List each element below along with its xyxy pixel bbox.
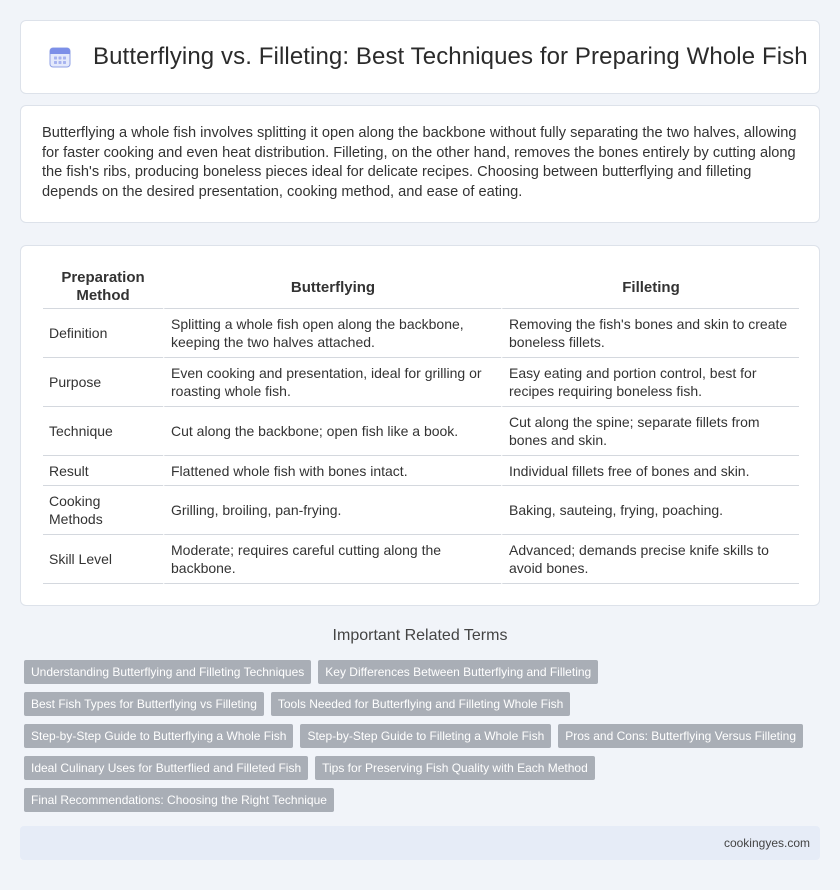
table-row [43, 456, 799, 486]
related-term-link[interactable]: Step-by-Step Guide to Filleting a Whole Fish [300, 724, 551, 748]
related-term-link[interactable]: Best Fish Types for Butterflying vs Filleting [24, 692, 264, 716]
intro-card [20, 105, 820, 223]
calendar-icon [47, 44, 73, 70]
related-term-link[interactable]: Understanding Butterflying and Filleting Techniques [24, 660, 311, 684]
butterflying-cell: Flattened whole fish with bones intact. [163, 456, 501, 486]
related-term-link[interactable]: Step-by-Step Guide to Butterflying a Whole Fish [24, 724, 293, 748]
related-term-link[interactable]: Ideal Culinary Uses for Butterflied and Filleted Fish [24, 756, 308, 780]
filleting-cell: Easy eating and portion control, best for recipes requiring boneless fish. [501, 358, 799, 407]
column-header-filleting: Filleting [501, 266, 799, 309]
related-term-link[interactable]: Pros and Cons: Butterflying Versus Filleting [558, 724, 803, 748]
row-label: Purpose [43, 358, 163, 407]
related-term-link[interactable]: Key Differences Between Butterflying and Filleting [318, 660, 598, 684]
filleting-cell: Cut along the spine; separate fillets from bones and skin. [501, 407, 799, 456]
related-terms-heading: Important Related Terms [332, 627, 508, 644]
table-row [43, 407, 799, 456]
row-label: Skill Level [43, 535, 163, 584]
row-label: Result [43, 456, 163, 486]
butterflying-cell: Cut along the backbone; open fish like a book. [163, 407, 501, 456]
butterflying-cell: Grilling, broiling, pan-frying. [163, 486, 501, 535]
table-row [43, 309, 799, 358]
comparison-card [20, 245, 820, 606]
site-name: cookingyes.com [723, 836, 810, 850]
row-label: Technique [43, 407, 163, 456]
related-term-link[interactable]: Tips for Preserving Fish Quality with Each Method [315, 756, 595, 780]
intro-paragraph: Butterflying a whole fish involves splitting it open along the backbone without fully separating the two halves, allowing for faster cooking and even heat distribution. Filleting, on the other hand, removes the bones entirely by cutting along the fish's ribs, producing boneless pieces ideal for delicate recipes. Choosing between butterflying and filleting depends on the desired presentation, cooking method, and ease of eating. [42, 125, 797, 200]
page-title: Butterflying vs. Filleting: Best Techniques for Preparing Whole Fish [93, 43, 808, 70]
page-header [20, 20, 820, 94]
related-term-link[interactable]: Final Recommendations: Choosing the Right Technique [24, 788, 334, 812]
filleting-cell: Advanced; demands precise knife skills to avoid bones. [501, 535, 799, 584]
filleting-cell: Baking, sauteing, frying, poaching. [501, 486, 799, 535]
related-term-link[interactable]: Tools Needed for Butterflying and Filleting Whole Fish [271, 692, 570, 716]
butterflying-cell: Even cooking and presentation, ideal for grilling or roasting whole fish. [163, 358, 501, 407]
table-row [43, 358, 799, 407]
comparison-table [43, 266, 799, 584]
butterflying-cell: Splitting a whole fish open along the backbone, keeping the two halves attached. [163, 309, 501, 358]
row-label: Cooking Methods [43, 486, 163, 535]
column-header-method: Preparation Method [43, 266, 163, 309]
row-label: Definition [43, 309, 163, 358]
table-row [43, 486, 799, 535]
column-header-butterflying: Butterflying [163, 266, 501, 309]
butterflying-cell: Moderate; requires careful cutting along the backbone. [163, 535, 501, 584]
filleting-cell: Individual fillets free of bones and skin. [501, 456, 799, 486]
page-footer [20, 826, 820, 860]
table-row [43, 535, 799, 584]
related-terms-list [24, 660, 814, 820]
filleting-cell: Removing the fish's bones and skin to create boneless fillets. [501, 309, 799, 358]
